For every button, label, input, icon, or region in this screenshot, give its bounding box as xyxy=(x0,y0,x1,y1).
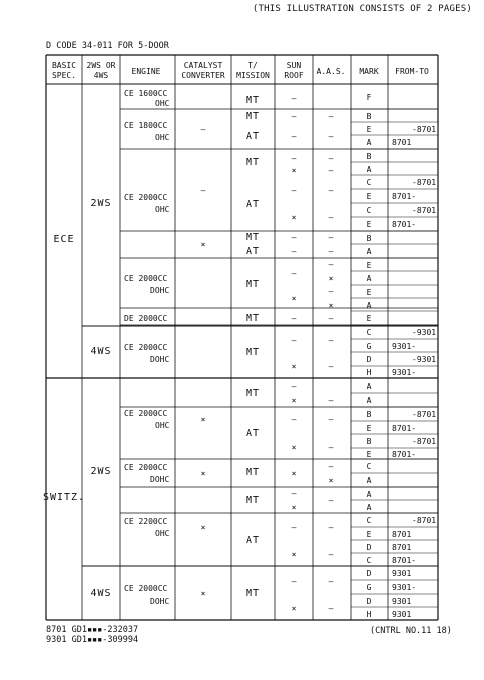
catalyst-cross: × xyxy=(200,589,206,598)
col-sunroof-1: SUN xyxy=(286,61,302,70)
col-mark: MARK xyxy=(359,67,379,76)
sunroof-cross: × xyxy=(291,362,297,371)
sunroof-cross: × xyxy=(291,166,297,175)
catalyst-cross: × xyxy=(200,240,206,249)
col-drive-1: 2WS OR xyxy=(86,61,116,70)
mark-cell: E xyxy=(366,449,372,459)
from-to-cell: 9301- xyxy=(392,341,417,351)
aas-dash: – xyxy=(328,362,334,371)
col-sunroof-2: ROOF xyxy=(284,71,304,80)
engine-ce2000-ohc: CE 2000CC xyxy=(124,193,168,202)
mission: AT xyxy=(245,199,261,210)
drive-4ws-switz: 4WS xyxy=(90,588,112,599)
control-number: (CNTRL NO.11 18) xyxy=(370,626,452,636)
col-aas: A.A.S. xyxy=(316,67,346,76)
engine-ce2000-dohc-sw4-type: DOHC xyxy=(150,597,170,606)
sunroof-dash: – xyxy=(291,94,297,103)
aas-cross: × xyxy=(328,274,334,283)
sunroof-dash: – xyxy=(291,269,297,278)
engine-ce1600-type: OHC xyxy=(155,99,170,108)
engine-de2000: DE 2000CC xyxy=(124,314,168,323)
aas-dash: – xyxy=(328,336,334,345)
page-count-note: (THIS ILLUSTRATION CONSISTS OF 2 PAGES) xyxy=(252,4,472,14)
from-to-cell: 8701- xyxy=(392,423,417,433)
aas-dash: – xyxy=(328,154,334,163)
mark-cell: C xyxy=(366,555,372,565)
mark-cell: B xyxy=(366,233,372,243)
footnote-8701: 8701 GD1▪▪▪-232037 xyxy=(46,625,139,635)
col-engine: ENGINE xyxy=(131,67,161,76)
mark-cell: E xyxy=(366,529,372,539)
aas-cross: × xyxy=(328,476,334,485)
drive-2ws-switz: 2WS xyxy=(90,466,112,477)
mark-cell: C xyxy=(366,178,372,187)
sunroof-dash: – xyxy=(291,112,297,121)
col-basic-spec-2: SPEC. xyxy=(51,71,77,80)
mark-cell: H xyxy=(366,609,372,619)
engine-ce1800-type: OHC xyxy=(155,133,170,142)
footnote-9301: 9301 GD1▪▪▪-309994 xyxy=(46,635,139,645)
aas-dash: – xyxy=(328,396,334,405)
mark-cell: A xyxy=(366,396,372,405)
sunroof-dash: – xyxy=(291,154,297,163)
aas-dash: – xyxy=(328,523,334,532)
mark-cell: E xyxy=(366,192,372,201)
from-to-cell: 9301- xyxy=(392,583,417,592)
mark-cell: A xyxy=(366,502,372,512)
sunroof-dash: – xyxy=(291,247,297,256)
aas-dash: – xyxy=(328,213,334,222)
mark-cell: E xyxy=(366,260,372,270)
mission: MT xyxy=(245,95,261,106)
from-to-cell: -8701 xyxy=(412,206,437,215)
mission: MT xyxy=(245,467,261,478)
catalyst-dash: – xyxy=(200,125,206,134)
mission: MT xyxy=(245,279,261,290)
col-catalyst-1: CATALYST xyxy=(183,61,223,70)
sunroof-cross: × xyxy=(291,294,297,303)
aas-dash: – xyxy=(328,233,334,242)
from-to-cell: 8701- xyxy=(392,220,417,229)
sunroof-cross: × xyxy=(291,503,297,512)
from-to-cell: -8701 xyxy=(412,124,437,134)
engine-ce2000-dohc-sw: CE 2000CC xyxy=(124,463,168,472)
engine-ce2000-ohc-sw: CE 2000CC xyxy=(124,409,168,418)
from-to-cell: 9301 xyxy=(392,609,412,619)
mission: AT xyxy=(245,535,261,546)
sunroof-dash: – xyxy=(291,382,297,391)
from-to-cell: 8701 xyxy=(392,138,412,147)
mark-cell: A xyxy=(366,164,372,174)
mission: MT xyxy=(245,157,261,168)
mark-cell: H xyxy=(366,368,372,377)
mark-cell: B xyxy=(366,111,372,121)
spec-ece: ECE xyxy=(53,234,75,245)
sunroof-cross: × xyxy=(291,550,297,559)
mark-cell: A xyxy=(366,476,372,485)
from-to-cell: -8701 xyxy=(412,437,437,446)
mission: MT xyxy=(245,313,261,324)
sunroof-cross: × xyxy=(291,396,297,405)
mark-cell: E xyxy=(366,423,372,433)
from-to-cell: -9301 xyxy=(412,355,437,364)
mark-cell: F xyxy=(366,92,372,102)
mark-cell: B xyxy=(366,151,372,161)
drive-4ws-ece: 4WS xyxy=(90,346,112,357)
aas-dash: – xyxy=(328,132,334,141)
engine-ce2000-dohc-4ws: CE 2000CC xyxy=(124,343,168,352)
col-basic-spec-1: BASIC xyxy=(51,61,77,70)
mark-cell: D xyxy=(366,596,372,606)
mark-cell: C xyxy=(366,328,372,337)
aas-dash: – xyxy=(328,186,334,195)
col-catalyst-2: CONVERTER xyxy=(181,71,225,80)
mission: MT xyxy=(245,232,261,243)
mark-cell: G xyxy=(366,341,372,351)
mission: MT xyxy=(245,495,261,506)
engine-ce1600: CE 1600CC xyxy=(124,89,168,98)
aas-dash: – xyxy=(328,550,334,559)
from-to-cell: -8701 xyxy=(412,178,437,187)
mission: MT xyxy=(245,347,261,358)
from-to-cell: 9301 xyxy=(392,569,412,578)
engine-ce1800: CE 1800CC xyxy=(124,121,168,130)
catalyst-cross: × xyxy=(200,415,206,424)
mark-cell: E xyxy=(366,220,372,229)
spec-switz: SWITZ. xyxy=(42,492,86,503)
from-to-cell: 8701- xyxy=(392,555,417,565)
mark-cell: A xyxy=(366,300,372,310)
engine-ce2000-dohc: CE 2000CC xyxy=(124,274,168,283)
sunroof-dash: – xyxy=(291,233,297,242)
mark-cell: A xyxy=(366,489,372,499)
mark-cell: E xyxy=(366,124,372,134)
engine-ce2000-dohc-type: DOHC xyxy=(150,286,170,295)
mark-cell: A xyxy=(366,274,372,283)
from-to-cell: 8701- xyxy=(392,449,417,459)
sunroof-cross: × xyxy=(291,213,297,222)
engine-ce2000-dohc-sw-type: DOHC xyxy=(150,475,170,484)
catalyst-dash: – xyxy=(200,186,206,195)
aas-dash: – xyxy=(328,314,334,323)
aas-dash: – xyxy=(328,443,334,452)
aas-dash: – xyxy=(328,496,334,505)
engine-ce2000-dohc-4ws-type: DOHC xyxy=(150,355,170,364)
sunroof-dash: – xyxy=(291,415,297,424)
mission: AT xyxy=(245,428,261,439)
sunroof-dash: – xyxy=(291,523,297,532)
from-to-cell: 8701- xyxy=(392,192,417,201)
aas-dash: – xyxy=(328,604,334,613)
from-to-cell: 9301 xyxy=(392,596,412,606)
sunroof-dash: – xyxy=(291,577,297,586)
sunroof-dash: – xyxy=(291,186,297,195)
mark-cell: G xyxy=(366,583,372,592)
mission: AT xyxy=(245,246,261,257)
col-drive-2: 4WS xyxy=(93,71,109,80)
from-to-cell: -8701 xyxy=(412,516,437,525)
mark-cell: C xyxy=(366,516,372,525)
sunroof-dash: – xyxy=(291,132,297,141)
mark-cell: E xyxy=(366,287,372,297)
aas-dash: – xyxy=(328,166,334,175)
engine-ce2200-ohc-type: OHC xyxy=(155,529,170,538)
from-to-cell: -8701 xyxy=(412,410,437,419)
catalyst-cross: × xyxy=(200,469,206,478)
from-to-cell: 8701 xyxy=(392,529,412,539)
drive-2ws-ece: 2WS xyxy=(90,198,112,209)
sunroof-dash: – xyxy=(291,336,297,345)
from-to-cell: 9301- xyxy=(392,368,417,377)
mission: MT xyxy=(245,111,261,122)
mark-cell: A xyxy=(366,138,372,147)
sunroof-dash: – xyxy=(291,489,297,498)
aas-dash: – xyxy=(328,287,334,296)
mark-cell: D xyxy=(366,542,372,552)
mission: MT xyxy=(245,388,261,399)
engine-ce2000-ohc-type: OHC xyxy=(155,205,170,214)
col-from-to: FROM-TO xyxy=(395,67,429,76)
sunroof-cross: × xyxy=(291,604,297,613)
sunroof-cross: × xyxy=(291,469,297,478)
sunroof-dash: – xyxy=(291,314,297,323)
engine-ce2200-ohc: CE 2200CC xyxy=(124,517,168,526)
aas-cross: × xyxy=(328,301,334,310)
mission: AT xyxy=(245,131,261,142)
mission: MT xyxy=(245,588,261,599)
mark-cell: A xyxy=(366,381,372,391)
sunroof-cross: × xyxy=(291,443,297,452)
from-to-cell: -9301 xyxy=(412,328,437,337)
col-mission-1: T/ xyxy=(248,61,258,70)
mark-cell: C xyxy=(366,462,372,471)
engine-ce2000-dohc-sw4: CE 2000CC xyxy=(124,584,168,593)
aas-dash: – xyxy=(328,112,334,121)
aas-dash: – xyxy=(328,415,334,424)
aas-dash: – xyxy=(328,577,334,586)
catalyst-cross: × xyxy=(200,523,206,532)
mark-cell: D xyxy=(366,355,372,364)
document-code: D CODE 34-011 FOR 5-DOOR xyxy=(46,41,169,51)
engine-ce2000-ohc-sw-type: OHC xyxy=(155,421,170,430)
mark-cell: B xyxy=(366,410,372,419)
mark-cell: A xyxy=(366,247,372,256)
mark-cell: B xyxy=(366,437,372,446)
aas-dash: – xyxy=(328,247,334,256)
from-to-cell: 8701 xyxy=(392,542,412,552)
col-mission-2: MISSION xyxy=(236,71,270,80)
aas-dash: – xyxy=(328,260,334,269)
aas-dash: – xyxy=(328,462,334,471)
mark-cell: E xyxy=(366,314,372,323)
mark-cell: C xyxy=(366,206,372,215)
mark-cell: D xyxy=(366,569,372,578)
